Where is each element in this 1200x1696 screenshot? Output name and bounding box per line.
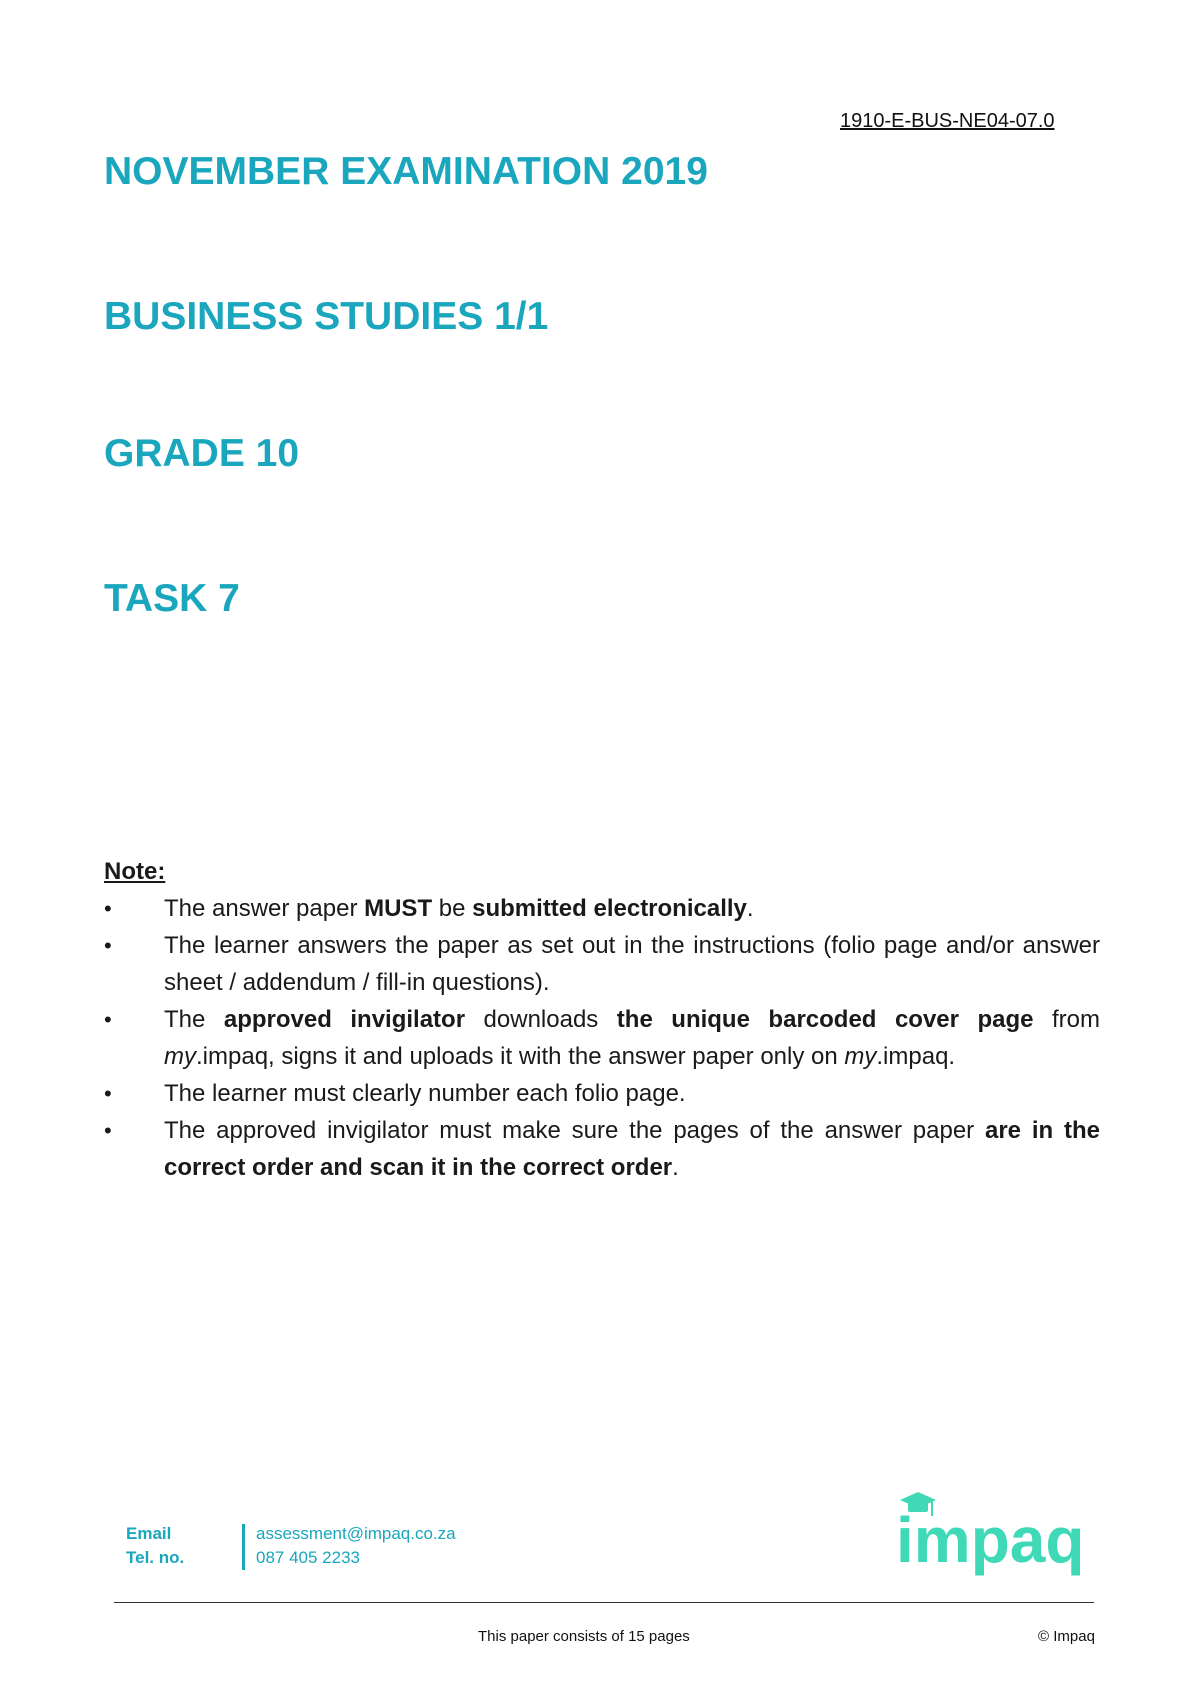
footer-rule [114,1602,1094,1603]
note-emphasis: submitted electronically [472,895,747,922]
note-text: .impaq, signs it and uploads it with the answer paper only on [196,1043,845,1070]
note-text: The [164,1006,224,1033]
note-emphasis: MUST [364,895,433,922]
logo-text: impaq [896,1504,1085,1576]
email-value[interactable]: assessment@impaq.co.za [256,1524,456,1543]
note-text: The learner must clearly number each folio page. [164,1080,686,1107]
note-item-1 [104,890,1100,927]
note-item-2 [104,927,1100,1001]
note-text: The answer paper [164,895,365,922]
note-text: downloads [465,1006,617,1033]
task-title: TASK 7 [104,577,240,620]
note-italic: my [164,1043,196,1070]
contact-values [256,1522,516,1570]
contact-labels [126,1522,236,1570]
note-text: The approved invigilator must make sure the pages of the answer paper [164,1117,985,1144]
note-emphasis: are in the correct order and scan it in the correct order [164,1117,1100,1181]
subject-title: BUSINESS STUDIES 1/1 [104,295,549,338]
tel-label: Tel. no. [126,1548,185,1567]
note-text: be [432,895,473,922]
contact-divider [242,1524,245,1570]
grade-title: GRADE 10 [104,432,300,475]
tel-value: 087 405 2233 [256,1548,360,1567]
note-item-5 [104,1112,1100,1186]
note-italic: my [844,1043,877,1070]
note-item-3 [104,1001,1100,1075]
note-emphasis: the unique barcoded cover page [616,1006,1034,1033]
note-emphasis: approved invigilator [223,1006,466,1033]
page-count: This paper consists of 15 pages [478,1628,690,1645]
note-text: The learner answers the paper as set out in the instructions (folio page and/or answer sheet / addendum / fill-in questions). [164,932,1100,996]
note-text: .impaq. [876,1043,956,1070]
note-list [104,890,1100,1186]
note-text: . [746,895,754,922]
note-title: Note: [104,858,166,885]
exam-title: NOVEMBER EXAMINATION 2019 [104,150,708,193]
impaq-logo [896,1486,1096,1576]
copyright: © Impaq [1038,1628,1095,1645]
note-text: from [1033,1006,1100,1033]
note-item-4 [104,1075,1100,1112]
note-section [104,858,1100,1186]
document-code: 1910-E-BUS-NE04-07.0 [840,110,1055,132]
note-text: . [672,1154,679,1181]
email-label: Email [126,1524,172,1543]
logo-graphic [896,1486,1096,1576]
